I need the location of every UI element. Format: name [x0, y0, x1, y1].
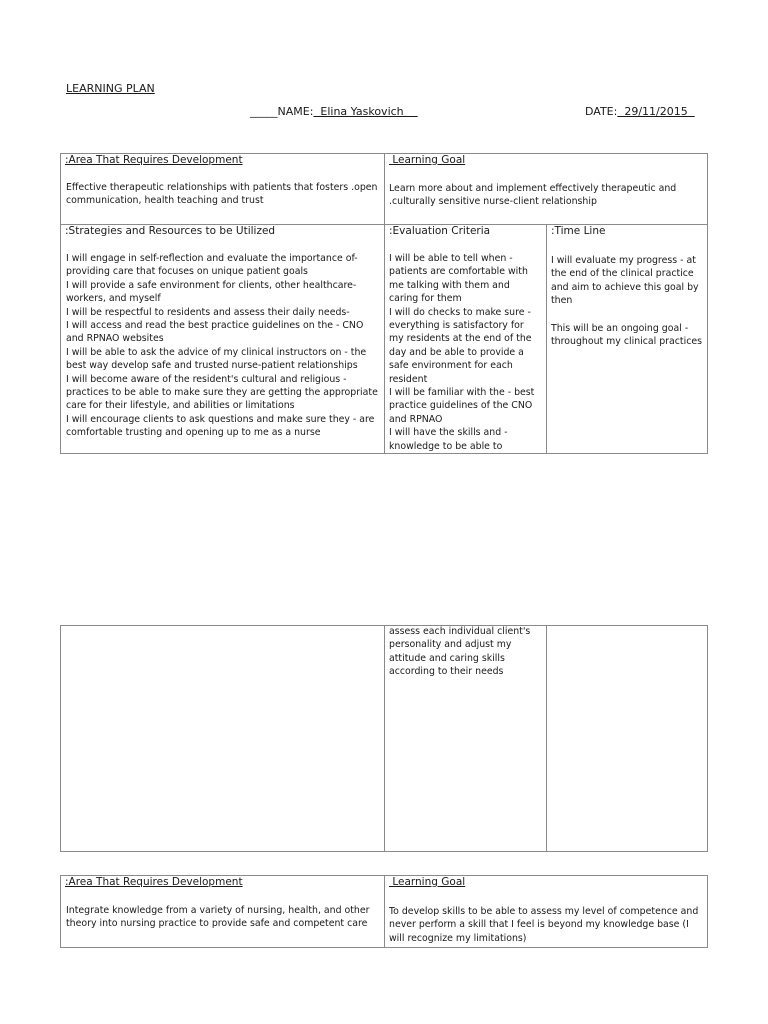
plan2-divider-main — [384, 875, 385, 948]
plan2-goal-header: Learning Goal — [389, 876, 466, 888]
list-item: I will engage in self-reflection and evaluate the importance of- providing care that focuses on unique patient goals — [66, 253, 358, 278]
date-field — [585, 105, 695, 118]
list-item: I will become aware of the resident's cultural and religious - practices to be able to make sure they are getting the appropriate care for their lifestyle, and abilities or limitations — [66, 373, 378, 412]
date-value: 29/11/2015 — [617, 105, 695, 118]
document-title: LEARNING PLAN — [66, 82, 155, 95]
plan2-goal-text: To develop skills to be able to assess my level of competence and never perform a skill that I feel is beyond my knowledge base (I will recognize my limitations) — [389, 906, 699, 944]
plan2-area-text: Integrate knowledge from a variety of nursing, health, and other theory into nursing practice to provide safe and competent care — [66, 905, 370, 930]
continuation-divider-main — [384, 625, 385, 852]
list-item: I will have the skills and - knowledge to be able to — [389, 427, 508, 452]
plan1-timeline-list — [551, 254, 703, 348]
continuation-divider-timeline — [546, 625, 547, 852]
plan1-goal-header: Learning Goal — [389, 154, 466, 166]
list-item: I will be familiar with the - best practice guidelines of the CNO and RPNAO — [389, 387, 535, 425]
name-label: _____NAME: — [250, 105, 314, 118]
list-item: I will be able to ask the advice of my clinical instructors on - the best way develop safe and trusted nurse-patient relationships — [66, 346, 367, 372]
list-item: I will provide a safe environment for clients, other healthcare- workers, and myself — [66, 279, 357, 305]
plan1-divider-timeline — [546, 224, 547, 454]
plan1-strategies-list — [66, 252, 380, 440]
plan1-evaluation-header: :Evaluation Criteria — [389, 225, 491, 237]
list-item: I will access and read the best practice guidelines on the - CNO and RPNAO websites — [66, 320, 364, 345]
plan1-divider-main — [384, 153, 385, 454]
plan1-area-text: Effective therapeutic relationships with patients that fosters .open communication, health teaching and trust — [66, 182, 378, 207]
list-item: I will do checks to make sure - everything is satisfactory for my residents at the end of the day and be able to provide a safe environment for each resident — [389, 306, 532, 385]
list-item: I will evaluate my progress - at the end of the clinical practice and aim to achieve this goal by then — [551, 255, 699, 307]
list-item: I will be respectful to residents and assess their daily needs- — [66, 306, 350, 318]
plan1-timeline-header: :Time Line — [551, 225, 606, 237]
plan1-area-header: :Area That Requires Development — [65, 154, 243, 166]
plan1-evaluation-continued: assess each individual client's personality and adjust my attitude and caring skills according to their needs — [389, 626, 531, 678]
plan1-goal-text: Learn more about and implement effectively therapeutic and .culturally sensitive nurse-client relationship — [389, 183, 677, 208]
plan1-strategies-header: :Strategies and Resources to be Utilized — [65, 225, 276, 237]
list-item: This will be an ongoing goal - throughout my clinical practices — [551, 322, 703, 348]
plan1-evaluation-list — [389, 252, 541, 453]
name-field — [250, 105, 418, 118]
date-label: DATE: — [585, 105, 618, 118]
list-item: I will be able to tell when - patients are comfortable with me talking with them and caring for them — [389, 253, 528, 305]
name-value: Elina Yaskovich — [313, 105, 418, 118]
list-item: I will encourage clients to ask questions and make sure they - are comfortable trusting and opening up to me as a nurse — [66, 413, 375, 439]
plan2-area-header: :Area That Requires Development — [65, 876, 243, 888]
